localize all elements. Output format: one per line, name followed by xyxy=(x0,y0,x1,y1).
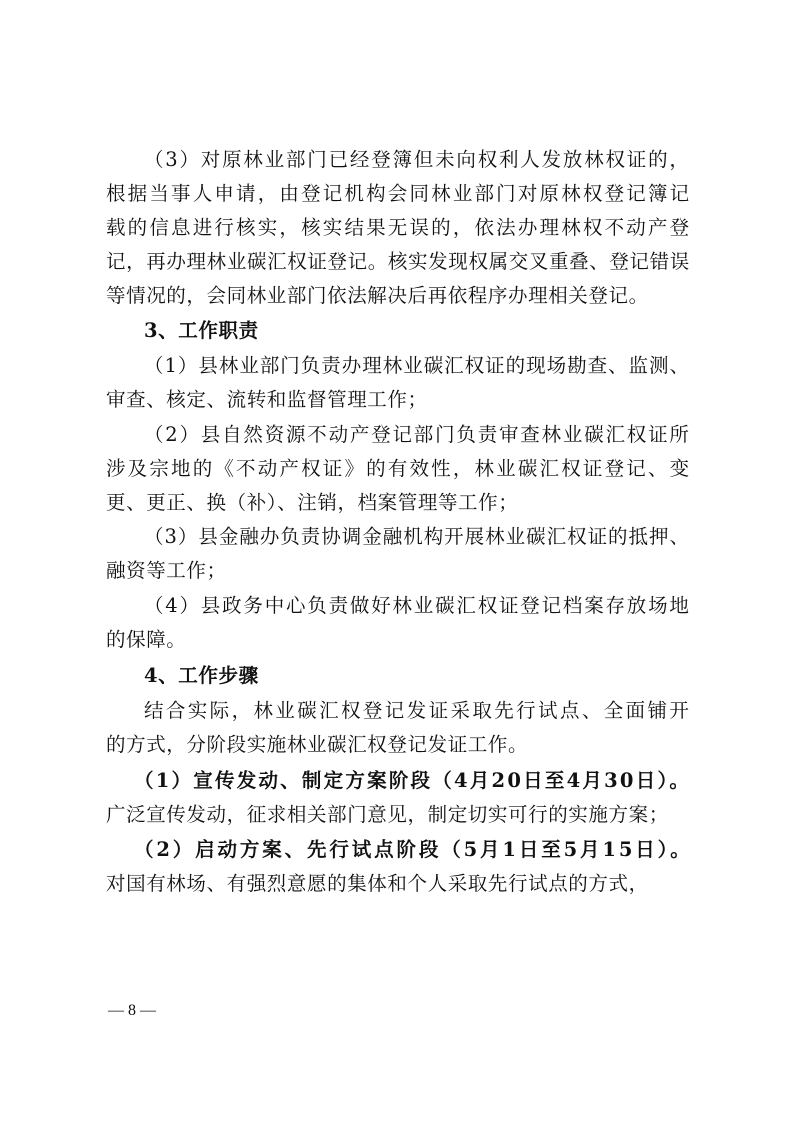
paragraph-line: （3）对原林业部门已经登簿但未向权利人发放林权证的， xyxy=(144,148,691,171)
section-heading: 4、工作步骤 xyxy=(144,664,259,687)
paragraph-line: （2）县自然资源不动产登记部门负责审查林业碳汇权证所 xyxy=(144,423,691,446)
paragraph-line: （4）县政务中心负责做好林业碳汇权证登记档案存放场地 xyxy=(144,594,691,617)
paragraph-line: 更、更正、换（补）、注销，档案管理等工作； xyxy=(106,491,519,514)
page-number: — 8 — xyxy=(108,1002,156,1019)
paragraph-line: 记，再办理林业碳汇权证登记。核实发现权属交叉重叠、登记错误 xyxy=(106,250,690,273)
paragraph-line: 结合实际，林业碳汇权登记发证采取先行试点、全面铺开 xyxy=(144,699,692,722)
paragraph-line: （1）县林业部门负责办理林业碳汇权证的现场勘查、监测、 xyxy=(144,354,690,377)
paragraph-line: 等情况的，会同林业部门依法解决后再依程序办理相关登记。 xyxy=(106,284,649,307)
section-heading: 3、工作职责 xyxy=(144,319,259,342)
subsection-heading: （1）宣传发动、制定方案阶段（4月20日至4月30日）。 xyxy=(134,769,692,792)
paragraph-line: 对国有林场、有强烈意愿的集体和个人采取先行试点的方式， xyxy=(106,872,649,895)
paragraph-line: 的方式，分阶段实施林业碳汇权登记发证工作。 xyxy=(106,733,529,756)
paragraph-line: 广泛宣传发动，征求相关部门意见，制定切实可行的实施方案； xyxy=(106,803,669,826)
paragraph-line: 载的信息进行核实，核实结果无误的，依法办理林权不动产登 xyxy=(106,216,692,239)
paragraph-line: 融资等工作； xyxy=(106,559,227,582)
paragraph-line: 审查、核定、流转和监督管理工作； xyxy=(106,388,428,411)
paragraph-line: 根据当事人申请，由登记机构会同林业部门对原林权登记簿记 xyxy=(106,182,692,205)
paragraph-line: （3）县金融办负责协调金融机构开展林业碳汇权证的抵押、 xyxy=(144,525,690,548)
paragraph-line: 涉及宗地的《不动产权证》的有效性，林业碳汇权证登记、变 xyxy=(106,457,692,480)
paragraph-line: 的保障。 xyxy=(106,628,187,651)
subsection-heading: （2）启动方案、先行试点阶段（5月1日至5月15日）。 xyxy=(134,838,693,861)
